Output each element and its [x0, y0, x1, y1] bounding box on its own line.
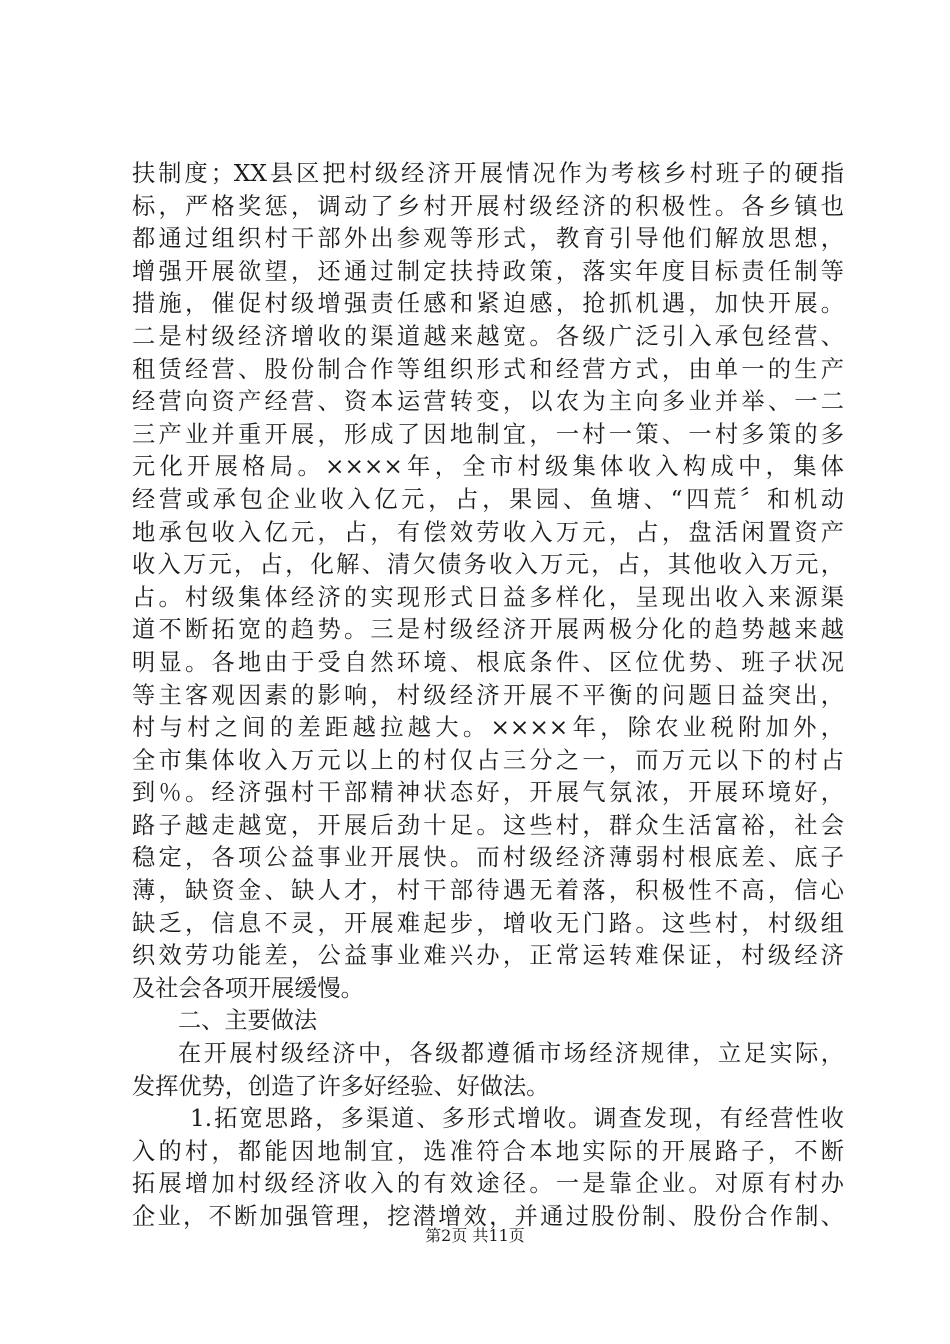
- text-line: 地承包收入亿元，占，有偿效劳收入万元，占，盘活闲置资产: [132, 518, 844, 546]
- text-line: 道不断拓宽的趋势。三是村级经济开展两极分化的趋势越来越: [132, 616, 844, 644]
- text-line: 等主客观因素的影响，村级经济开展不平衡的问题日益突出，: [132, 681, 844, 709]
- text-line: 稳定，各项公益事业开展快。而村级经济薄弱村根底差、底子: [132, 844, 844, 872]
- text-line: 在开展村级经济中，各级都遵循市场经济规律，立足实际，: [178, 1040, 844, 1068]
- body-text: [132, 158, 844, 1234]
- text-line: 入的村，都能因地制宜，选准符合本地实际的开展路子，不断: [132, 1137, 844, 1165]
- text-line: 路子越走越宽，开展后劲十足。这些村，群众生活富裕，社会: [132, 811, 844, 839]
- text-line: 增强开展欲望，还通过制定扶持政策，落实年度目标责任制等: [132, 257, 844, 285]
- text-line: 薄，缺资金、缺人才，村干部待遇无着落，积极性不高，信心: [132, 877, 844, 905]
- text-line: 经营向资产经营、资本运营转变，以农为主向多业并举、一二: [132, 388, 844, 416]
- text-line: 发挥优势，创造了许多好经验、好做法。: [132, 1072, 550, 1100]
- text-line: 织效劳功能差，公益事业难兴办，正常运转难保证，村级经济: [132, 942, 844, 970]
- text-line: 元化开展格局。××××年，全市村级集体收入构成中，集体: [132, 453, 844, 481]
- section-heading: 二、主要做法: [178, 1007, 318, 1035]
- text-line: 明显。各地由于受自然环境、根底条件、区位优势、班子状况: [132, 648, 844, 676]
- text-line: 占。村级集体经济的实现形式日益多样化，呈现出收入来源渠: [132, 583, 844, 611]
- text-line: 标，严格奖惩，调动了乡村开展村级经济的积极性。各乡镇也: [132, 192, 844, 220]
- text-line: 二是村级经济增收的渠道越来越宽。各级广泛引入承包经营、: [132, 322, 844, 350]
- text-line: 全市集体收入万元以上的村仅占三分之一，而万元以下的村占: [132, 746, 844, 774]
- text-line: 到％。经济强村干部精神状态好，开展气氛浓，开展环境好，: [132, 779, 844, 807]
- text-line: 1.拓宽思路，多渠道、多形式增收。调查发现，有经营性收: [190, 1105, 844, 1133]
- text-line: 拓展增加村级经济收入的有效途径。一是靠企业。对原有村办: [132, 1170, 844, 1198]
- text-line: 都通过组织村干部外出参观等形式，教育引导他们解放思想，: [132, 225, 844, 253]
- text-line: 经营或承包企业收入亿元，占，果园、鱼塘、“四荒〞和机动: [132, 485, 844, 513]
- text-line: 缺乏，信息不灵，开展难起步，增收无门路。这些村，村级组: [132, 909, 844, 937]
- text-line: 企业，不断加强管理，挖潜增效，并通过股份制、股份合作制、: [132, 1203, 844, 1230]
- text-line: 三产业并重开展，形成了因地制宜，一村一策、一村多策的多: [132, 420, 844, 448]
- text-line: 村与村之间的差距越拉越大。××××年，除农业税附加外，: [132, 714, 844, 742]
- page-footer: 第2页 共11页: [425, 1226, 525, 1245]
- text-line: 措施，催促村级增强责任感和紧迫感，抢抓机遇，加快开展。: [132, 290, 844, 318]
- text-line: 扶制度；XX县区把村级经济开展情况作为考核乡村班子的硬指: [132, 160, 844, 187]
- text-line: 租赁经营、股份制合作等组织形式和经营方式，由单一的生产: [132, 355, 844, 383]
- text-line: 及社会各项开展缓慢。: [132, 974, 364, 1002]
- text-line: 收入万元，占，化解、清欠债务收入万元，占，其他收入万元，: [132, 551, 844, 579]
